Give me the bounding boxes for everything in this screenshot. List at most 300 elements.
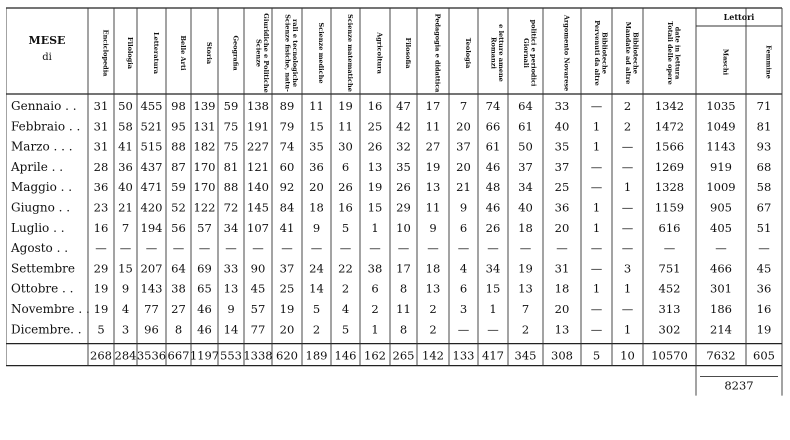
table-cell: 8 <box>174 322 183 337</box>
table-cell: 25 <box>279 281 295 296</box>
totals-cell: 265 <box>392 348 415 363</box>
totals-cell: 620 <box>276 348 298 363</box>
table-cell: 227 <box>247 139 269 154</box>
table-cell: 40 <box>118 180 133 195</box>
table-cell: 40 <box>518 200 533 215</box>
table-cell: 45 <box>756 261 772 276</box>
table-cell: 521 <box>140 119 163 134</box>
month-label: Luglio . . <box>11 220 65 235</box>
column-header: Argomento Novarese <box>562 14 571 92</box>
table-cell: 1 <box>592 220 601 235</box>
totals-cell: 5 <box>592 348 601 363</box>
column-header: Giornali <box>522 38 531 68</box>
table-cell: 38 <box>367 261 383 276</box>
table-cell: — <box>590 261 603 276</box>
column-header: Scienze mediche <box>316 22 325 84</box>
table-cell: 26 <box>367 139 383 154</box>
table-cell: 92 <box>279 180 295 195</box>
table-cell: 46 <box>485 159 501 174</box>
table-cell: 515 <box>140 139 163 154</box>
table-cell: 1 <box>623 322 632 337</box>
table-cell: 29 <box>93 261 109 276</box>
table-cell: 18 <box>309 200 324 215</box>
table-cell: 13 <box>223 281 239 296</box>
table-cell: — <box>397 241 410 256</box>
table-cell: 405 <box>710 220 732 235</box>
table-cell: 14 <box>309 281 324 296</box>
table-cell: 37 <box>554 159 570 174</box>
table-cell: 19 <box>279 302 295 316</box>
table-cell: 466 <box>710 261 732 276</box>
table-cell: 1269 <box>654 159 685 174</box>
table-cell: 313 <box>658 302 681 316</box>
table-cell: 1049 <box>706 119 736 134</box>
column-header: Mandate ad altre <box>624 21 633 85</box>
table-cell: 13 <box>425 281 441 296</box>
table-cell: 18 <box>518 220 533 235</box>
table-cell: — <box>590 241 603 256</box>
table-cell: 38 <box>171 281 186 296</box>
table-cell: 27 <box>171 302 186 316</box>
table-cell: 1 <box>371 220 379 235</box>
totals-cell: 1338 <box>243 348 273 363</box>
table-cell: 4 <box>459 261 468 276</box>
table-cell: 1 <box>592 139 601 154</box>
table-cell: 42 <box>396 119 411 134</box>
table-cell: 8 <box>399 281 408 296</box>
table-cell: 20 <box>456 119 471 134</box>
table-cell: 1159 <box>654 200 685 215</box>
table-cell: 71 <box>756 99 772 113</box>
table-cell: 14 <box>223 322 239 337</box>
table-cell: 1 <box>489 302 497 316</box>
month-label: Gennaio . . <box>11 99 77 113</box>
table-cell: 452 <box>658 281 681 296</box>
totals-cell: 308 <box>551 348 573 363</box>
table-cell: 616 <box>658 220 681 235</box>
table-cell: 74 <box>485 99 501 113</box>
table-cell: 170 <box>193 180 216 195</box>
table-cell: — <box>621 139 634 154</box>
table-cell: 9 <box>227 302 235 316</box>
table-cell: 25 <box>554 180 570 195</box>
table-cell: 186 <box>710 302 732 316</box>
table-cell: — <box>310 241 323 256</box>
table-cell: 2 <box>623 119 632 134</box>
table-cell: 22 <box>338 261 353 276</box>
table-cell: 122 <box>193 200 216 215</box>
table-cell: 7 <box>459 99 468 113</box>
column-header: Filosofia <box>403 37 412 69</box>
month-label: Agosto . . <box>11 241 69 256</box>
table-cell: 19 <box>756 322 772 337</box>
table-cell: 1 <box>371 322 379 337</box>
table-cell: 75 <box>223 119 239 134</box>
table-cell: 57 <box>197 220 212 235</box>
table-cell: 37 <box>456 139 471 154</box>
column-header: Pedagogia e didattica <box>433 13 442 93</box>
totals-cell: 1197 <box>189 348 220 363</box>
table-cell: 191 <box>247 119 269 134</box>
table-cell: — <box>281 241 293 256</box>
month-label: Giugno . . <box>11 200 71 215</box>
column-header: Maschi <box>721 48 730 76</box>
table-cell: 194 <box>140 220 163 235</box>
table-cell: 17 <box>425 99 441 113</box>
table-cell: 36 <box>554 200 570 215</box>
table-cell: 37 <box>518 159 533 174</box>
table-cell: 7 <box>521 302 530 316</box>
totals-cell: 133 <box>452 348 475 363</box>
statistics-table <box>6 6 784 434</box>
table-cell: 16 <box>367 99 383 113</box>
table-cell: 46 <box>197 322 212 337</box>
table-cell: 16 <box>93 220 109 235</box>
table-cell: 6 <box>459 220 468 235</box>
month-label: Dicembre. . <box>11 322 82 337</box>
table-cell: — <box>758 241 770 256</box>
table-cell: 143 <box>140 281 163 296</box>
table-cell: 79 <box>279 119 295 134</box>
column-header: Scienze <box>254 39 263 67</box>
table-cell: 5 <box>341 322 350 337</box>
table-cell: 29 <box>396 200 411 215</box>
column-header: Scienze matematiche <box>345 14 354 92</box>
table-cell: 19 <box>425 159 441 174</box>
table-cell: 2 <box>341 281 350 296</box>
table-cell: 56 <box>171 220 186 235</box>
table-cell: — <box>119 241 132 256</box>
table-cell: 1035 <box>706 99 736 113</box>
table-cell: — <box>95 241 107 256</box>
table-cell: 26 <box>338 180 353 195</box>
table-cell: — <box>487 322 499 337</box>
table-cell: 41 <box>118 139 133 154</box>
table-cell: — <box>252 241 264 256</box>
month-label: Febbraio . . <box>11 119 81 134</box>
table-cell: 13 <box>518 281 533 296</box>
table-cell: 4 <box>341 302 350 316</box>
table-cell: 41 <box>279 220 295 235</box>
table-cell: 18 <box>425 261 441 276</box>
table-cell: 64 <box>518 99 533 113</box>
table-cell: 15 <box>367 200 383 215</box>
table-cell: — <box>621 159 634 174</box>
table-cell: 65 <box>197 281 212 296</box>
column-header: Belle Arti <box>178 35 187 71</box>
totals-cell: 284 <box>114 348 137 363</box>
totals-cell: 162 <box>364 348 386 363</box>
column-header: Teologia <box>463 37 472 69</box>
table-cell: 19 <box>518 261 533 276</box>
table-cell: 11 <box>425 119 441 134</box>
table-cell: 20 <box>554 220 570 235</box>
table-cell: 30 <box>338 139 353 154</box>
table-cell: 93 <box>756 139 772 154</box>
table-cell: 9 <box>429 220 437 235</box>
table-cell: 2 <box>521 322 530 337</box>
table-cell: — <box>427 241 439 256</box>
lettori-group-header: Lettori <box>723 12 755 22</box>
totals-cell: 3536 <box>136 348 167 363</box>
table-cell: 13 <box>425 180 441 195</box>
table-cell: 2 <box>429 322 437 337</box>
month-label: Aprile . . <box>11 159 64 174</box>
table-cell: — <box>556 241 568 256</box>
table-cell: 84 <box>279 200 295 215</box>
column-header: Giuridiche e Politiche <box>262 13 271 93</box>
totals-cell: 10 <box>620 348 635 363</box>
table-cell: 207 <box>140 261 163 276</box>
grand-total-readers: 8237 <box>724 378 754 393</box>
column-header: Totali delle opere <box>666 21 675 85</box>
table-cell: 59 <box>171 180 186 195</box>
table-cell: 302 <box>658 322 681 337</box>
table-cell: — <box>590 322 603 337</box>
table-cell: 34 <box>223 220 239 235</box>
table-cell: 18 <box>554 281 570 296</box>
table-cell: 919 <box>710 159 732 174</box>
totals-cell: 417 <box>482 348 504 363</box>
table-cell: 9 <box>459 200 468 215</box>
table-cell: 26 <box>485 220 501 235</box>
table-cell: — <box>663 241 676 256</box>
table-cell: 95 <box>171 119 186 134</box>
table-cell: — <box>590 302 603 316</box>
table-cell: 77 <box>250 322 266 337</box>
table-cell: 15 <box>118 261 133 276</box>
table-cell: 170 <box>193 159 216 174</box>
table-cell: 6 <box>459 281 468 296</box>
table-cell: 25 <box>367 119 383 134</box>
totals-cell: 605 <box>753 348 775 363</box>
table-cell: 57 <box>250 302 266 316</box>
table-cell: — <box>457 322 470 337</box>
table-cell: — <box>621 220 634 235</box>
table-cell: 471 <box>140 180 163 195</box>
table-cell: — <box>519 241 532 256</box>
table-cell: 9 <box>121 281 130 296</box>
table-cell: 96 <box>144 322 159 337</box>
table-cell: 50 <box>518 139 533 154</box>
table-cell: 36 <box>118 159 133 174</box>
table-cell: 23 <box>93 200 109 215</box>
table-cell: — <box>621 200 634 215</box>
table-cell: — <box>339 241 352 256</box>
table-cell: 455 <box>140 99 163 113</box>
table-cell: — <box>487 241 499 256</box>
table-cell: 1472 <box>654 119 685 134</box>
table-cell: 9 <box>312 220 321 235</box>
table-cell: 58 <box>118 119 133 134</box>
table-cell: 15 <box>309 119 324 134</box>
table-cell: 34 <box>518 180 533 195</box>
table-cell: 11 <box>309 99 324 113</box>
table-cell: 11 <box>425 200 441 215</box>
table-cell: 60 <box>279 159 295 174</box>
table-cell: 182 <box>193 139 216 154</box>
month-label: Ottobre . . <box>11 281 74 296</box>
table-cell: 7 <box>121 220 130 235</box>
table-cell: 1 <box>623 281 632 296</box>
table-cell: 20 <box>554 302 570 316</box>
table-cell: 35 <box>554 139 570 154</box>
table-cell: 437 <box>140 159 163 174</box>
table-cell: 48 <box>485 180 501 195</box>
table-cell: 77 <box>144 302 159 316</box>
totals-cell: 189 <box>305 348 328 363</box>
table-cell: 11 <box>338 119 353 134</box>
table-cell: — <box>145 241 158 256</box>
table-cell: 6 <box>341 159 350 174</box>
table-cell: 36 <box>309 159 324 174</box>
table-cell: 31 <box>93 119 109 134</box>
table-cell: 21 <box>118 200 133 215</box>
table-cell: 32 <box>396 139 411 154</box>
table-cell: 35 <box>309 139 324 154</box>
table-cell: 47 <box>396 99 411 113</box>
table-cell: 20 <box>279 322 295 337</box>
table-cell: 21 <box>456 180 471 195</box>
table-cell: 16 <box>756 302 772 316</box>
column-header: Enciclopedia <box>101 29 110 77</box>
table-cell: 26 <box>396 180 411 195</box>
column-header: Biblioteche <box>600 32 609 74</box>
table-cell: 10 <box>396 220 411 235</box>
table-cell: 13 <box>554 322 570 337</box>
table-cell: 16 <box>338 200 353 215</box>
table-cell: 1566 <box>654 139 685 154</box>
table-cell: 11 <box>396 302 411 316</box>
table-cell: 138 <box>247 99 269 113</box>
table-cell: — <box>590 99 603 113</box>
table-cell: 31 <box>554 261 570 276</box>
table-cell: 24 <box>309 261 324 276</box>
column-header: Pervenuti da altre <box>593 20 602 86</box>
totals-cell: 146 <box>334 348 357 363</box>
table-cell: 81 <box>223 159 239 174</box>
table-cell: 36 <box>93 180 109 195</box>
table-cell: 8 <box>399 322 408 337</box>
table-cell: 1143 <box>706 139 736 154</box>
month-label: Settembre <box>11 261 75 276</box>
table-cell: 81 <box>756 119 772 134</box>
table-cell: 6 <box>371 281 379 296</box>
table-cell: 72 <box>223 200 239 215</box>
table-cell: — <box>621 241 634 256</box>
table-cell: 905 <box>710 200 732 215</box>
table-cell: 2 <box>623 99 632 113</box>
table-cell: 89 <box>279 99 295 113</box>
table-cell: — <box>590 159 603 174</box>
table-cell: — <box>198 241 211 256</box>
table-cell: 19 <box>367 180 383 195</box>
column-header: rali e tecnologiche <box>291 18 300 88</box>
table-cell: 131 <box>193 119 216 134</box>
table-cell: 145 <box>247 200 269 215</box>
table-cell: 88 <box>171 139 186 154</box>
column-header: Femmine <box>764 45 773 79</box>
totals-cell: 7632 <box>706 348 736 363</box>
table-cell: 20 <box>309 180 324 195</box>
totals-cell: 667 <box>167 348 190 363</box>
table-cell: 67 <box>756 200 772 215</box>
column-header: Geografia <box>231 35 240 71</box>
table-cell: 59 <box>223 99 239 113</box>
totals-cell: 10570 <box>651 348 688 363</box>
column-header: Agricoltura <box>375 32 384 74</box>
table-cell: 121 <box>247 159 269 174</box>
table-cell: — <box>621 302 634 316</box>
column-header: Romanzi <box>489 37 498 69</box>
table-cell: 1009 <box>706 180 736 195</box>
table-cell: 36 <box>756 281 772 296</box>
table-cell: 139 <box>193 99 216 113</box>
table-cell: 37 <box>279 261 295 276</box>
table-cell: — <box>225 241 237 256</box>
table-cell: 90 <box>250 261 266 276</box>
column-header: date in lettura <box>673 26 682 80</box>
totals-cell: 142 <box>422 348 444 363</box>
table-cell: 88 <box>223 180 239 195</box>
column-header: Storia <box>204 41 213 65</box>
table-cell: 45 <box>250 281 266 296</box>
table-cell: 87 <box>171 159 186 174</box>
table-cell: 74 <box>279 139 295 154</box>
table-cell: 5 <box>312 302 321 316</box>
table-cell: 61 <box>518 119 533 134</box>
table-cell: 19 <box>338 99 353 113</box>
table-cell: — <box>369 241 381 256</box>
table-cell: 1 <box>592 119 601 134</box>
table-cell: 3 <box>121 322 130 337</box>
table-cell: 66 <box>485 119 501 134</box>
table-cell: 301 <box>710 281 732 296</box>
table-cell: 68 <box>756 159 772 174</box>
column-header: e letture amene <box>497 24 506 82</box>
table-cell: — <box>172 241 185 256</box>
totals-cell: 553 <box>220 348 242 363</box>
table-cell: 5 <box>97 322 105 337</box>
table-cell: 52 <box>171 200 186 215</box>
totals-cell: 268 <box>90 348 112 363</box>
table-cell: 5 <box>341 220 350 235</box>
table-cell: 58 <box>756 180 772 195</box>
table-cell: 69 <box>197 261 212 276</box>
table-cell: 1328 <box>654 180 685 195</box>
table-cell: 19 <box>93 281 109 296</box>
table-cell: 27 <box>425 139 441 154</box>
table-cell: 2 <box>312 322 321 337</box>
table-cell: — <box>715 241 727 256</box>
table-cell: 3 <box>623 261 632 276</box>
table-cell: 51 <box>756 220 772 235</box>
column-header: Scienze fisiche, natu- <box>283 14 292 92</box>
table-cell: 28 <box>93 159 109 174</box>
column-header: politici e periodici <box>529 19 538 87</box>
table-cell: 13 <box>367 159 383 174</box>
table-cell: 50 <box>118 99 133 113</box>
table-cell: 46 <box>197 302 212 316</box>
table-cell: 17 <box>396 261 411 276</box>
totals-cell: 345 <box>514 348 537 363</box>
table-cell: 19 <box>93 302 109 316</box>
library-loans-table-svg <box>6 6 784 434</box>
table-cell: 64 <box>171 261 186 276</box>
table-cell: 751 <box>658 261 681 276</box>
table-cell: 20 <box>456 159 471 174</box>
table-cell: 1 <box>592 281 601 296</box>
